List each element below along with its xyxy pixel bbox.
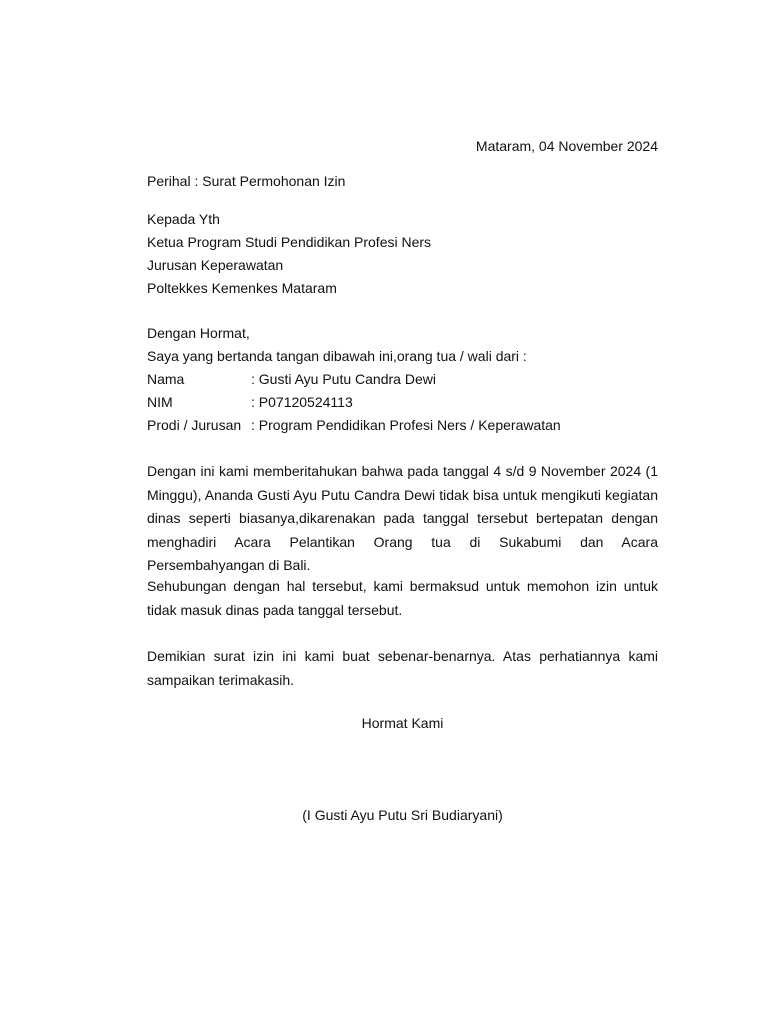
body-paragraph: Dengan ini kami memberitahukan bahwa pada tanggal 4 s/d 9 November 2024 (1 Minggu), Ananda Gusti Ayu Putu Candra Dewi tidak bisa untuk mengikuti kegiatan dinas seperti biasanya,dikarenakan pada tanggal tersebut bertepatan dengan menghadiri Acara Pelantikan Orang tua di Sukabumi dan Acara Persembahyangan di Bali. xyxy=(147,463,658,573)
student-row xyxy=(147,414,561,437)
recipient-block xyxy=(147,208,431,300)
student-field-label: Nama xyxy=(147,371,185,387)
body-paragraph: Sehubungan dengan hal tersebut, kami bermaksud untuk memohon izin untuk tidak masuk dinas pada tanggal tersebut. xyxy=(147,578,658,618)
signer-name: (I Gusti Ayu Putu Sri Budiaryani) xyxy=(302,807,503,823)
recipient-line: Jurusan Keperawatan xyxy=(147,257,284,273)
recipient-line: Kepada Yth xyxy=(147,211,220,227)
student-field-value: : Program Pendidikan Profesi Ners / Keperawatan xyxy=(251,417,561,433)
body-paragraph: Demikian surat izin ini kami buat sebenar-benarnya. Atas perhatiannya kami sampaikan terimakasih. xyxy=(147,648,658,688)
student-field-label: Prodi / Jurusan xyxy=(147,417,242,433)
student-field-value: : Gusti Ayu Putu Candra Dewi xyxy=(251,371,436,387)
greeting-block xyxy=(147,322,561,437)
student-row xyxy=(147,368,561,391)
intro-line: Saya yang bertanda tangan dibawah ini,orang tua / wali dari : xyxy=(147,348,527,364)
salutation: Dengan Hormat, xyxy=(147,325,250,341)
student-field-label: NIM xyxy=(147,394,173,410)
recipient-line: Ketua Program Studi Pendidikan Profesi Ners xyxy=(147,234,432,250)
letter-date: Mataram, 04 November 2024 xyxy=(475,138,658,154)
closing: Hormat Kami xyxy=(361,715,444,731)
letter-subject: Perihal : Surat Permohonan Izin xyxy=(147,173,346,189)
recipient-line: Poltekkes Kemenkes Mataram xyxy=(147,280,337,296)
student-row xyxy=(147,391,561,414)
student-field-value: : P07120524113 xyxy=(251,394,353,410)
